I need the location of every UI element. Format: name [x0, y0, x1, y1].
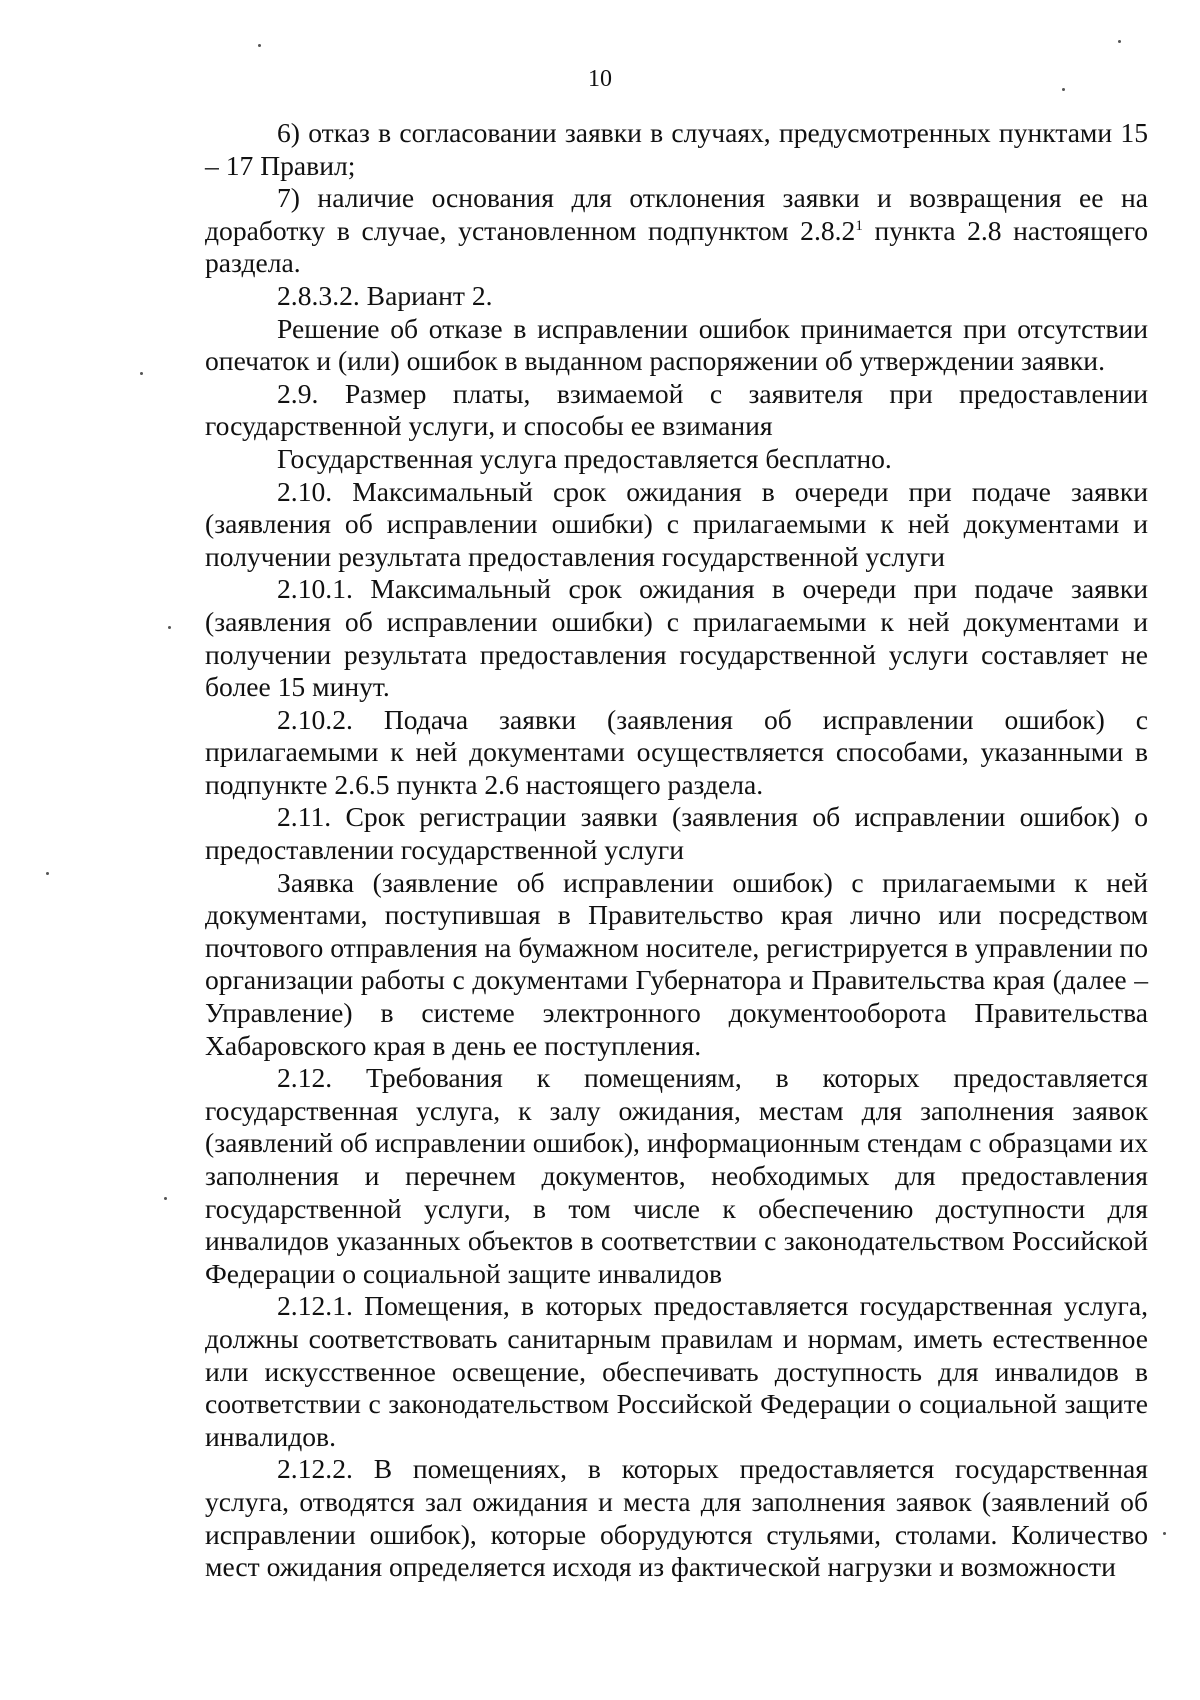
document-body	[205, 117, 1148, 1584]
scan-speck	[1163, 1532, 1166, 1535]
paragraph-2-9-heading: 2.9. Размер платы, взимаемой с заявителя при предоставлении государственной услуги, и способы ее взимания	[205, 377, 1148, 442]
paragraph-2-12-2: 2.12.2. В помещениях, в которых предоставляется государственная услуга, отводятся зал ожидания и места для заполнения заявок (заявлений об исправлении ошибок), которые оборудуются стульями, столами. Количество мест ожидания определяется исходя из фактической нагрузки и возможности	[205, 1453, 1148, 1583]
paragraph-2-10-1: 2.10.1. Максимальный срок ожидания в очереди при подаче заявки (заявления об исправлении ошибки) с прилагаемыми к ней документами и получении результата предоставления государственной услуги составляет не более 15 минут.	[205, 573, 1148, 703]
paragraph-item-7-text: 7) наличие основания для отклонения заявки и возвращения ее на доработку в случае, установленном подпунктом 2.8.2	[205, 182, 1148, 246]
paragraph-2-11-heading: 2.11. Срок регистрации заявки (заявления об исправлении ошибок) о предоставлении государственной услуги	[205, 801, 1148, 866]
paragraph-item-6: 6) отказ в согласовании заявки в случаях, предусмотренных пунктами 15 – 17 Правил;	[205, 117, 1148, 181]
scan-speck	[164, 1197, 167, 1200]
scan-speck	[46, 872, 49, 875]
scan-speck	[1118, 40, 1121, 43]
paragraph-registration: Заявка (заявление об исправлении ошибок) с прилагаемыми к ней документами, поступившая в Правительство края лично или посредством почтового отправления на бумажном носителе, регистрируется в управлении по организации работы с документами Губернатора и Правительства края (далее – Управление) в системе электронного документооборота Правительства Хабаровского края в день ее поступления.	[205, 866, 1148, 1061]
scan-speck	[1062, 88, 1065, 91]
paragraph-2-12-heading: 2.12. Требования к помещениям, в которых предоставляется государственная услуга, к залу ожидания, местам для заполнения заявок (заявлений об исправлении ошибок), информационным стендам с образцами их заполнения и перечнем документов, необходимых для предоставления государственной услуги, в том числе к обеспечению доступности для инвалидов указанных объектов в соответствии с законодательством Российской Федерации о социальной защите инвалидов	[205, 1062, 1148, 1289]
scan-speck	[258, 44, 261, 47]
scan-speck	[140, 372, 143, 375]
footnote-superscript: 1	[855, 217, 863, 234]
paragraph-item-7	[205, 182, 1148, 280]
paragraph-2-10-heading: 2.10. Максимальный срок ожидания в очереди при подаче заявки (заявления об исправлении ошибки) с прилагаемыми к ней документами и получении результата предоставления государственной услуги	[205, 475, 1148, 572]
paragraph-2-12-1: 2.12.1. Помещения, в которых предоставляется государственная услуга, должны соответствовать санитарным правилам и нормам, иметь естественное или искусственное освещение, обеспечивать доступность для инвалидов в соответствии с законодательством Российской Федерации о социальной защите инвалидов.	[205, 1290, 1148, 1452]
paragraph-2-10-2: 2.10.2. Подача заявки (заявления об исправлении ошибок) с прилагаемыми к ней документами осуществляется способами, указанными в подпункте 2.6.5 пункта 2.6 настоящего раздела.	[205, 703, 1148, 800]
paragraph-2-8-3-2: 2.8.3.2. Вариант 2.	[277, 279, 493, 311]
paragraph-refusal-decision: Решение об отказе в исправлении ошибок принимается при отсутствии опечаток и (или) ошибок в выданном распоряжении об утверждении заявки.	[205, 312, 1148, 377]
paragraph-item-7-tail: пункта 2.8 настоящего раздела.	[205, 214, 1148, 279]
scan-speck	[168, 626, 171, 629]
page-number: 10	[588, 66, 612, 92]
paragraph-free-service: Государственная услуга предоставляется бесплатно.	[277, 442, 892, 474]
